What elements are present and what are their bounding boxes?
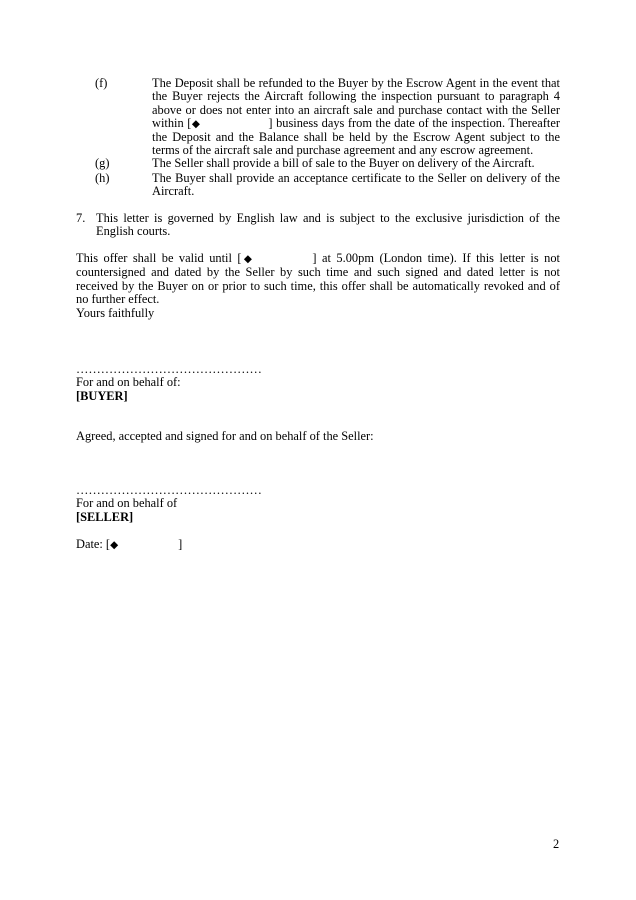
page-number: 2 xyxy=(553,837,560,851)
list-item-text: The Deposit shall be refunded to the Buyer by the Escrow Agent in the event that the Buyer rejects the Aircraft following the inspection pursuant to paragraph 4 above or does not enter into an aircraft sale and purchase contact with the Seller within [◆ ] business days from the date of the inspection. Thereafter the Deposit and the Balance shall be held by the Escrow Agent subject to the terms of the aircraft sale and purchase agreement and any escrow agreement. xyxy=(152,76,560,158)
list-item-number: (h) xyxy=(95,171,110,185)
paragraph-number: 7. xyxy=(76,211,86,225)
buyer-signature-block xyxy=(76,363,560,403)
placeholder-diamond-icon: ◆ xyxy=(241,253,255,265)
signatory-party: [BUYER] xyxy=(76,388,128,403)
signature-label: For and on behalf of: xyxy=(76,375,181,390)
paragraph-text: This letter is governed by English law and is subject to the exclusive jurisdiction of the English courts. xyxy=(96,211,560,239)
date-line: Date: [◆ ] xyxy=(76,537,183,551)
placeholder-diamond-icon: ◆ xyxy=(110,539,119,551)
placeholder-diamond-icon: ◆ xyxy=(191,117,201,130)
signatory-party: [SELLER] xyxy=(76,509,134,524)
signature-line: ……………………………………… xyxy=(76,362,262,376)
seller-signature-block xyxy=(76,484,560,524)
list-item-number: (f) xyxy=(95,76,108,90)
validity-paragraph: This offer shall be valid until [◆ ] at 5.00pm (London time). If this letter is not countersigned and dated by the Seller by such time and such signed and dated letter is not received by the Buyer on or prior to such time, this offer shall be automatically revoked and of no further effect. xyxy=(76,251,560,306)
signature-line: ……………………………………… xyxy=(76,483,262,497)
list-item-number: (g) xyxy=(95,156,110,170)
list-item-text: The Buyer shall provide an acceptance certificate to the Seller on delivery of the Aircraft. xyxy=(152,171,560,199)
agreed-statement: Agreed, accepted and signed for and on behalf of the Seller: xyxy=(76,429,374,443)
list-item-text: The Seller shall provide a bill of sale to the Buyer on delivery of the Aircraft. xyxy=(152,156,535,170)
closing-salutation: Yours faithfully xyxy=(76,306,155,320)
signature-label: For and on behalf of xyxy=(76,496,178,511)
